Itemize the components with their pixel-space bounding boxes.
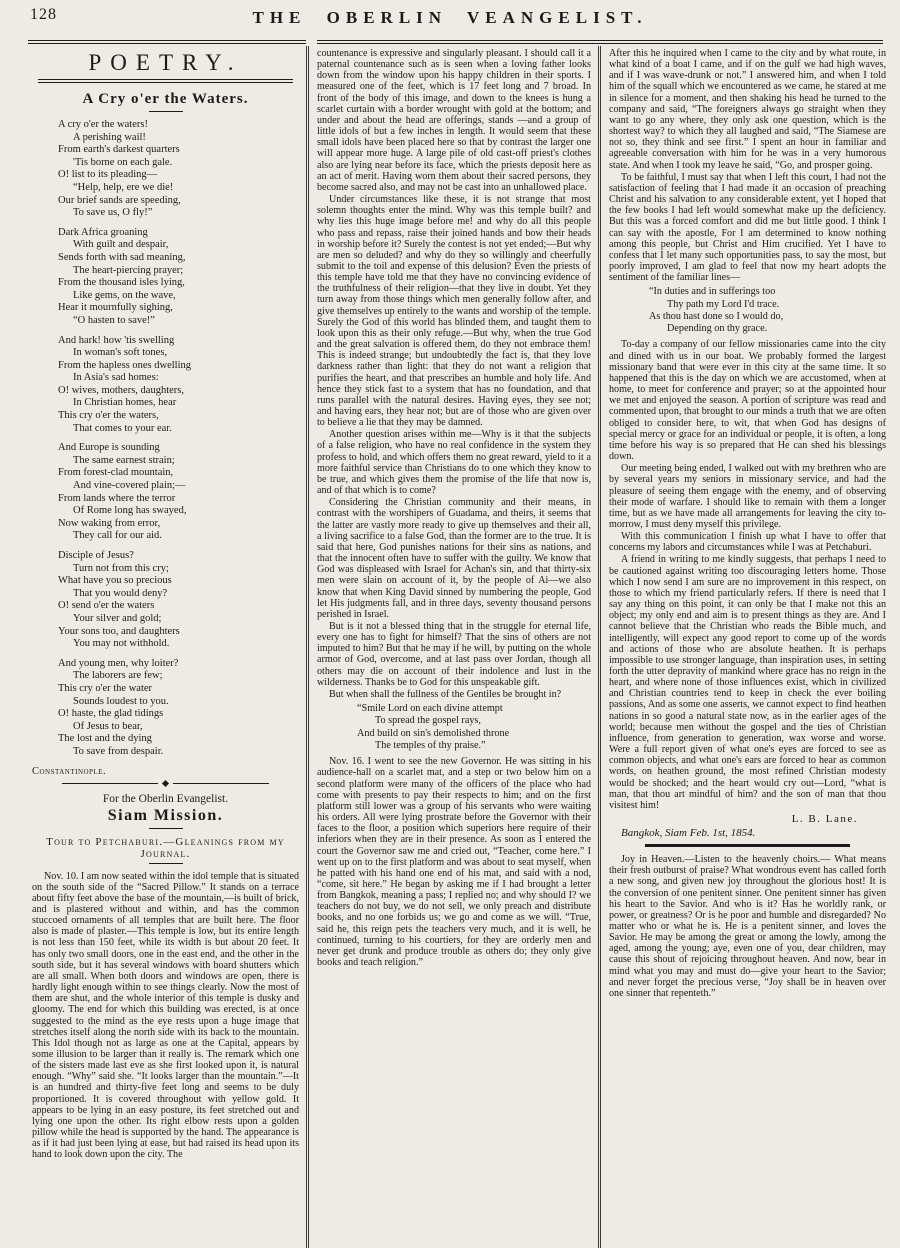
poem-line: From the hapless ones dwelling — [58, 359, 191, 371]
poem-line: The lost and the dying — [58, 733, 152, 745]
article-paragraph: But is it not a blessed thing that in the struggle for eternal life, every one has to fight for himself? That the sins of others are not imputed to him? But that he may if he will, by putting on the whole armor of God, overcome, and at last pass over Jordan, though all others may die on account of their indolence and lust in the wilderness. Thanks be to God for this unspeakable gift. — [317, 620, 591, 688]
hymn-line: Depending on thy grace. — [667, 323, 768, 335]
subtitle-rule — [149, 863, 183, 864]
article-credit-line: For the Oberlin Evangelist. — [102, 792, 229, 805]
hymn-line: “In duties and in sufferings too — [649, 286, 776, 298]
poem-stanza — [58, 119, 299, 220]
poem-line: The same earnest strain; — [73, 454, 175, 466]
article-paragraph: Another question arises within me—Why is it that the subjects of a false religion, who have no real confidence in the system they profess to hold, and which offers them no great reward, yield to it a more faithful service than Christians do to one which they know to be true, and which gives them the promise of the life that now is, and of that which is to come? — [317, 429, 591, 497]
poem-line: A perishing wail! — [73, 131, 146, 143]
header-rule-left — [28, 40, 306, 44]
poem-line: To save from despair. — [73, 745, 164, 757]
hymn-line: To spread the gospel rays, — [375, 715, 481, 727]
poem-stanza — [58, 550, 299, 651]
article-paragraph: Nov. 10. I am now seated within the idol temple that is situated on the south side of the “Sacred Pillow.” It stands on a terrace about fifty feet above the base of the mountain,—is built of brick, and is plastered without and within, and has the common stuccoed ornaments of all temples that are built here. The floor also is made of plaster.—This temple is low, but its entire length is not less than 150 feet, while its width is but about 20 feet. It has only two small doors, one in the east end, and the other in the south side, but it has several windows with board shutters which are all small. When both doors and windows are open, there is hardly light enough within to see things clearly. Now the most of them are shut, and the whole interior of this temple is dusky and gloomy. The end for which this building was erected, is at once suggested to the mind as the eye rests upon a huge image that stretches itself along the north side with its back to the mountain. This Idol though not as large as one at the Capital, appears by some illusion to be larger than it really is. The remark which one of the sisters made last eve as she first looked upon it, is natural enough. “Why” said she. “It looks larger than the mountain.”—It is an hundred and thirty-five feet long and seems to be duly proportioned. It is covered throughout with yellow gold. It appears to be lying in an easy posture, its feet stretched out and lying one upon the other. Its right elbow rests upon a golden pillow while the head is supported by the hand. The appearance is as if it had just been lying at ease, but had raised its head upon its hand to look down upon the city. The — [32, 870, 300, 1161]
poem-line: Disciple of Jesus? — [58, 550, 134, 561]
poem-stanza — [58, 658, 299, 759]
poem-line: And hark! how 'tis swelling — [58, 334, 175, 346]
poem-line: O! list to its pleading— — [58, 169, 158, 181]
poem-line: To save us, O fly!” — [73, 207, 153, 219]
poem-line: Of Jesus to bear, — [73, 720, 143, 732]
poem-line: “O hasten to save!” — [73, 314, 155, 326]
poem-line: Our brief sands are speeding, — [58, 194, 181, 206]
article-paragraph: countenance is expressive and singularly pleasant. I should call it a paternal countenance such as is seen when a loving father looks down from the window upon his happy children in their sports. I measured one of the feet, which is 17 feet long and 7 broad. In front of the body of this image, and down to the knees is hung a scarlet curtain with a border wrought with gold at the bottom; and under and about the head are offerings, stands —and a group of little idols of but a few inches in length. It would seem that these small idols have been placed here so that by contrast the larger one will appear more huge. A large pile of old cast-off priest's clothes also are lying near before its face, which the priests deposit here as an act of merit. Having worn them about their sacred persons, they become sacred also, and may not be cast into an unhallowed place. — [317, 48, 591, 193]
poem-line: From the thousand isles lying, — [58, 277, 185, 289]
author-signature: L. B. Lane. — [791, 813, 858, 826]
diamond-ornament-icon — [162, 779, 169, 786]
poetry-underline-rule — [38, 79, 293, 83]
poem-line: Turn not from this cry; — [73, 562, 169, 574]
article-paragraph: After this he inquired when I came to the city and by what route, in what kind of a boat I came, and if on the gulf we had high waves, and if I was wave-drunk or not.” I answered him, and when I told him of the squall which we encountered as we came, he stared at me in silence for a moment, and then shaking his head he turned to the company and said, “The foreigners always go straight when they want to go any where, they only ask one question, which is the shortest way? to which they all laughed and said, “The Siamese are not so, they think and see first.” I spent an hour in familiar and agreeable conversation with him for he was in a very humorous state. And when I took my leave he said, “Go, and prosper going. — [609, 48, 886, 171]
article-dateline: Bangkok, Siam Feb. 1st, 1854. — [621, 827, 756, 840]
poem-line: This cry o'er the waters, — [58, 410, 159, 422]
article-paragraph: Joy in Heaven.—Listen to the heavenly choirs.— What means their fresh outburst of praise? What wondrous event has called forth a new song, and given new joy throughout the glorious host! It is the conversion of one penitent sinner. One penitent sinner has given his heart to the Savior. And who is it? Has he worldly rank, or power, or greatness? Or is he poor and humble and disregarded? No matter who or what he is. He is a penitent sinner, and loves the Savior. He may be among the great or among the lowly, among the aged, among the young; aye, even one of you, dear children, may cause this shout of rejoicing throughout heaven. And now, bear in mind what you may and must do—give your heart to the Savior; and never forget the precious verse, “Joy shall be in heaven over one sinner that repenteth.” — [609, 854, 886, 999]
poem-line: From lands where the terror — [58, 492, 176, 504]
article-title: Siam Mission. — [107, 806, 224, 824]
section-divider-ornament — [62, 781, 269, 786]
article-paragraph: To be faithful, I must say that when I left this court, I had not the satisfaction of feeling that I had made it an occasion of preaching Christ and his salvation to any considerable extent, yet I hoped that the few books I had left would somewhat make up the deficiency. But this was a forced comfort and did me but little good. I think I can say with the apostle, For I am determined to know nothing among this people, but Christ and Him crucified. Yet I have to confess that I let many such opportunities pass, to say the most, but poorly improved, I am glad to feel that now my heart adopts the sentiment of the familiar lines— — [609, 171, 886, 284]
poem-line: O! wives, mothers, daughters, — [58, 384, 184, 396]
article-paragraph: Our meeting being ended, I walked out with my brethren who are by several years my seniors in missionary service, and had the pleasure of seeing them engage with the enemy, and of observing their mode of warfare. I should like to remain with them a longer time, but as we have made all arrangements for leaving the city to-morrow, I must deny myself this privilege. — [609, 463, 886, 530]
middle-column-text-b — [317, 756, 591, 968]
poem-line: And Europe is sounding — [58, 442, 160, 454]
poem-line: From earth's darkest quarters — [58, 144, 180, 156]
poem-line: In woman's soft tones, — [73, 347, 168, 359]
poem-line: Dark Africa groaning — [58, 226, 148, 238]
title-rule — [149, 828, 183, 829]
right-column-text-a — [609, 48, 886, 283]
page-columns — [28, 46, 890, 1248]
page-number: 128 — [30, 6, 57, 23]
middle-column-text-a — [317, 48, 591, 700]
poem-line: And young men, why loiter? — [58, 657, 179, 669]
poem-line: You may not withhold. — [73, 638, 170, 650]
poem-line: Now waking from error, — [58, 517, 161, 529]
article-paragraph: Considering the Christian community and their means, in contrast with the worshipers of Guadama, and theirs, it seems that the latter are vastly more ready to give up themselves and their all, a living sacrifice to a false God, than the former are to the true. It is said that here, God punishes nations for their sins as nations, and that the innocent often have to suffer with the guilty. We know that God was displeased with Israel for Achan's sin, and that thirty-six men were slain on account of it, by the people of Ai—we also know that when King David sinned by numbering the people, God let His judgments fall, and in three days, seventy thousand persons perished in Israel. — [317, 497, 591, 620]
hymn-line: Thy path my Lord I'd trace. — [667, 298, 780, 310]
poem-line: 'Tis borne on each gale. — [73, 156, 173, 168]
poem-signature: Constantinople. — [32, 765, 107, 777]
header-rule-right — [317, 40, 883, 44]
article-paragraph: To-day a company of our fellow missionaries came into the city and dined with us in our boat. We probably formed the largest missionary band that were ever in this city at the same time. It so happened that this is the day on which we are accustomed, when at home, to meet for conference and prayer; so at the appointed hour we met and enjoyed the season. A portion of scripture was read and commented upon, that brought to our minds a truth that we are often obliged to consider here, to wit, that when God has designs of special mercy or grace for an individual or people, it is often, a long time before his way is so prepared that He can shed his blessings down. — [609, 339, 886, 463]
poem-line: They call for our aid. — [73, 530, 162, 542]
poem-line: That you would deny? — [73, 587, 168, 599]
article-end-rule — [645, 844, 850, 847]
poem-line: O! send o'er the waters — [58, 600, 155, 612]
column-right — [598, 46, 890, 1248]
right-column-text-b — [609, 339, 886, 811]
left-column-text — [32, 871, 299, 1161]
poem-line: Hear it mournfully sighing, — [58, 302, 173, 314]
poem-line: In Asia's sad homes: — [73, 372, 159, 384]
poem-stanza — [58, 335, 299, 436]
poem-line: The heart-piercing prayer; — [73, 264, 184, 276]
hymn-line: And build on sin's demolished throne — [357, 727, 510, 739]
hymn-line: The temples of thy praise.” — [375, 739, 486, 751]
article-paragraph: But when shall the fullness of the Gentiles be brought in? — [329, 688, 562, 700]
hymn-quote — [649, 286, 886, 335]
poem-line: A cry o'er the waters! — [58, 119, 148, 130]
poem-line: Your sons too, and daughters — [58, 625, 180, 637]
article-subtitle: Tour to Petchaburi.—Gleanings from my Journal. — [46, 835, 285, 860]
poem-body — [32, 119, 299, 759]
poem-line: The laborers are few; — [73, 670, 163, 682]
poem-line: From forest-clad mountain, — [58, 467, 174, 479]
article-paragraph: Under circumstances like these, it is not strange that most solemn thoughts enter the mind. Why was this temple built? and why lies this huge image before me! and why do all this people who pass and repass, raise their joined hands and bow their heads in worship before it? Surely the contest is not yet ended;—But why are men so deluded? and why do they so willingly and cheerfully submit to the toil and expense of this delusion? Even the priests of this temple have told me that they have no convincing evidence of the truthfulness of their religion—that they live in doubt. Yet they turn away from those things which men generally follow after, and give themselves up entirely to the wants and worship of the temple. Surely the God of this world has blinded them, and taught them to look upon this as their only refuge.—But why, when the true God and the great salvation is offered them, do they not embrace them! This is indeed strange; but undoubtedly the fact is, that they love darkness rather than light: that they do not want a religion that purifies the heart, and that prescribes an humble and holy life. And hence they stick fast to a system that has no foundation, and that runs parallel with the natural desires. Having eyes, they see not; and having ears, they hear not; but are of those who are given over to believe a lie that they may be damned. — [317, 194, 591, 429]
poem-stanza — [58, 227, 299, 328]
poem-line: O! haste, the glad tidings — [58, 708, 164, 720]
article-paragraph: Nov. 16. I went to see the new Governor. He was sitting in his audience-hall on a scarlet mat, and a step or two below him on a second platform were many of the officers of the place who had come with presents to pay their respects to him; and on the first platform still lower was a group of his servants who were waiting his orders. All were lying prostrate before the Governor with their faces to the floor, a position which superiors here require of their inferiors when they are in their presence. As soon as I entered the court the Governor saw me and cried out, “Teacher, come here.” I went up on to the first platform and was about to seat myself, when he patted with his hand one end of his mat, and said with a nod, “come, sit here.” He began by asking me if I had brought a letter from Bangkok, meaning a pass; I replied no; and why should I? we teachers do not buy, we do not sell, we only preach and distribute books, and no one forbids us; we go and come as we will. “True, said he, this reign pets the teachers very much, and it is well, he continued, turning to his courtiers, for they are orderly men and never get drunk and produce trouble as others do; they only give books and teach religion.” — [317, 756, 591, 969]
hymn-line: As thou hast done so I would do, — [649, 310, 784, 322]
hymn-quote — [357, 703, 591, 752]
poem-line: What have you so precious — [58, 575, 172, 587]
section-title-poetry: POETRY. — [88, 50, 243, 75]
poem-line: Your silver and gold; — [73, 612, 162, 624]
poem-line: That comes to your ear. — [73, 422, 172, 434]
poem-line: Like gems, on the wave, — [73, 289, 176, 301]
title-rule — [149, 111, 183, 112]
right-column-text-c — [609, 854, 886, 999]
column-left — [28, 46, 306, 1248]
poem-line: Of Rome long has swayed, — [73, 505, 187, 517]
hymn-line: “Smile Lord on each divine attempt — [357, 703, 503, 715]
article-paragraph: A friend in writing to me kindly suggests, that perhaps I need to be cautioned against writing too discouraging letters home. Those which I now send I am sure are no improvement in this respect, on those to which my friend particularly refers. If there is need that I say any thing on this point, it can only be that I make not this an object; my only end and aim is to present things as they are. And I cannot believe that the Christian who reads the Bible much, and intelligently, will expect any good report to come up of the words and actions of those who are absolute heathen. It is perhaps impossible to use stronger language, than inspiration uses, in setting forth the utter depravity of mankind where grace has no reign in the heart, and where none of those influences exist, which in civilized and Christian countries tend to keep in check the ever boiling passions, And as some one asserts, we cannot expect to find heathen nations in so good a natural state now, as in the earlier ages of the world; because men without the gospel and the ties of Christian influence, from generation to generation, wax worse and worse. Were a full report given of what one's eyes are forced to see as common objects, and what one's ears are forced to hear as common words, on heathen ground, the most refined Christian modesty would be shocked; and the heart would cry out—Lord, “what is man, that thou art mindful of him? and the son of man that thou visitest him! — [609, 554, 886, 811]
column-middle — [306, 46, 598, 1248]
poem-stanza — [58, 442, 299, 543]
poem-line: And vine-covered plain;— — [73, 480, 186, 492]
poem-title: A Cry o'er the Waters. — [82, 91, 249, 107]
poem-line: Sounds loudest to you. — [73, 695, 169, 707]
poem-line: Sends forth with sad meaning, — [58, 251, 186, 263]
poem-line: This cry o'er the water — [58, 682, 153, 694]
poem-line: In Christian homes, hear — [73, 397, 177, 409]
poem-line: With guilt and despair, — [73, 239, 169, 251]
poem-line: “Help, help, ere we die! — [73, 181, 174, 193]
newspaper-masthead: THE OBERLIN VEANGELIST. — [252, 8, 648, 27]
article-paragraph: With this communication I finish up what I have to offer that concerns my labors and circumstances while I was at Petchaburi. — [609, 531, 886, 554]
